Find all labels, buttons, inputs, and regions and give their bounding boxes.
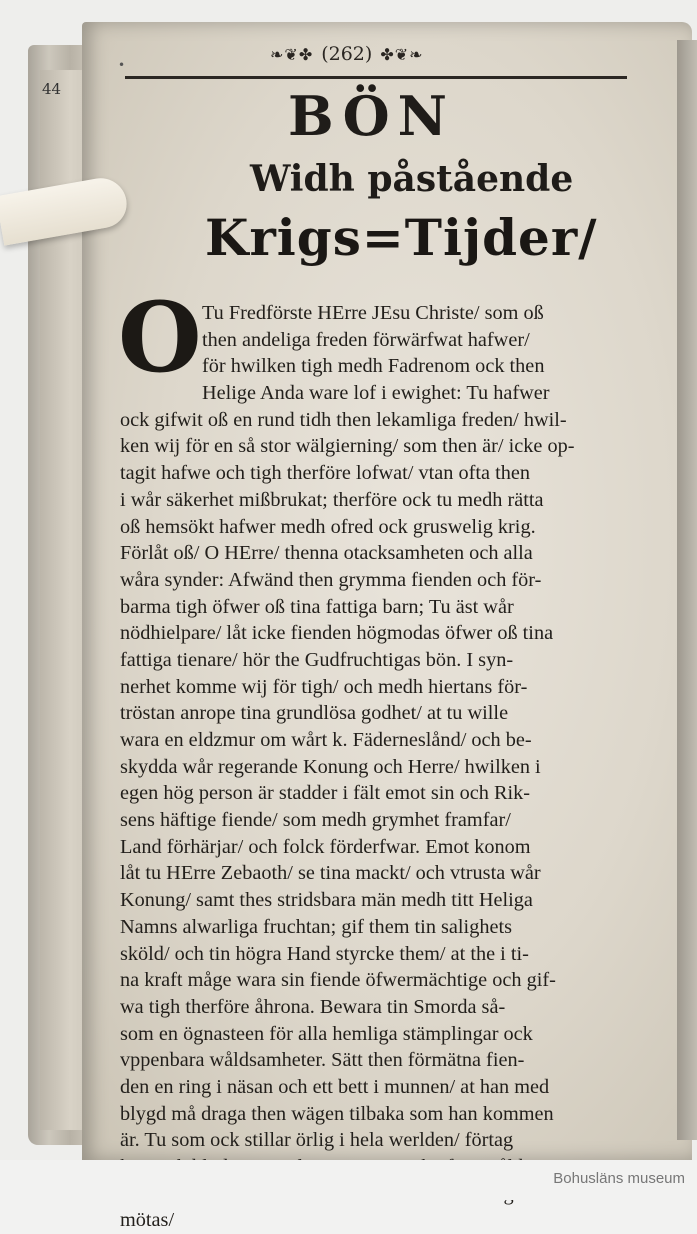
text-line: egen hög person är stadder i fält emot sin och Rik- [120, 782, 531, 805]
text-line: låt tu HErre Zebaoth/ se tina mackt/ och vtrusta wår [120, 862, 541, 885]
header-rule [125, 76, 627, 79]
text-line: then andeliga freden förwärfwat hafwer/ [202, 328, 530, 351]
title-krigs-tijder: Krigs=Tijder/ [205, 208, 598, 267]
text-line: wa tigh therföre åhrona. Bewara tin Smorda så- [120, 995, 506, 1018]
text-line: sens häftige fiende/ som medh grymhet framfar/ [120, 809, 511, 832]
text-line: nerhet komme wij för tigh/ och medh hiertans för- [120, 675, 528, 698]
text-line: den en ring i näsan och ett bett i munnen/ at han med [120, 1075, 550, 1098]
page-number: (262) [321, 43, 373, 65]
page-header [270, 43, 424, 65]
text-line: skydda wår regerande Konung och Herre/ hwilken i [120, 755, 541, 778]
text-line: wara en eldzmur om wårt k. Fäderneslånd/ och be- [120, 729, 532, 751]
title-subtitle: Widh påstående [250, 158, 574, 200]
text-line: i wår säkerhet mißbrukat; therföre ock tu medh rätta [120, 488, 544, 511]
text-line: ken wij för en så stor wälgierning/ som then är/ icke op- [120, 435, 575, 458]
text-line: för hwilken tigh medh Fadrenom ock then [202, 355, 545, 378]
text-line: Land förhärjar/ och folck förderfwar. Emot konom [120, 835, 531, 858]
text-line: na kraft måge wara sin fiende öfwermächtige och gif- [120, 969, 556, 992]
text-line: Tu Fredförste HErre JEsu Christe/ som oß [202, 302, 544, 324]
text-line: är. Tu som ock stillar örlig i hela werlden/ förtag [120, 1129, 514, 1152]
text-line: Namns alwarliga fruchtan; gif them tin salighets [120, 915, 512, 938]
prayer-text [120, 300, 642, 1234]
book-right-edge [677, 40, 697, 1140]
text-line: oß hemsökt hafwer medh ofred ock gruswelig krig. [120, 515, 536, 538]
museum-credit: Bohusläns museum [553, 1170, 685, 1187]
text-line: nödhielpare/ låt icke fienden högmodas öfwer oß tina [120, 622, 554, 645]
text-line: barma tigh öfwer oß tina fattiga barn; Tu äst wår [120, 595, 514, 618]
text-line: sköld/ och tin högra Hand styrcke them/ at the i ti- [120, 942, 529, 965]
title-bon: BÖN [288, 84, 456, 148]
text-line: mötas/ [120, 1209, 175, 1232]
text-line: ock gifwit oß en rund tidh then lekamliga freden/ hwil- [120, 408, 567, 431]
text-line: wåra synder: Afwänd then grymma fienden och för- [120, 568, 542, 591]
text-line: Konung/ samt thes stridsbara män medh titt Heliga [120, 889, 533, 912]
left-ornament-icon: ❧❦✤ [270, 44, 314, 64]
left-page-number: 44 [42, 80, 62, 98]
right-ornament-icon: ✤❦❧ [380, 44, 424, 64]
decorated-initial: O [118, 281, 202, 394]
text-line: vppenbara wåldsamheter. Sätt then förmätna fien- [120, 1049, 525, 1072]
text-line: blygd må draga then wägen tilbaka som han kommen [120, 1102, 554, 1125]
text-line: fattiga tienare/ hör the Gudfruchtigas bön. I syn- [120, 648, 514, 671]
text-line: tagit hafwe och tigh therföre lofwat/ vtan ofta then [120, 462, 530, 485]
text-line: Förlåt oß/ O HErre/ thenna otacksamheten och alla [120, 542, 533, 565]
text-line: som en ögnasteen för alla hemliga stämplingar ock [120, 1022, 533, 1045]
page-corner-mark: • [118, 58, 126, 72]
text-line: Helige Anda ware lof i ewighet: Tu hafwer [202, 382, 550, 405]
text-line: tröstan anrope tina grundlösa godhet/ at tu wille [120, 702, 509, 725]
